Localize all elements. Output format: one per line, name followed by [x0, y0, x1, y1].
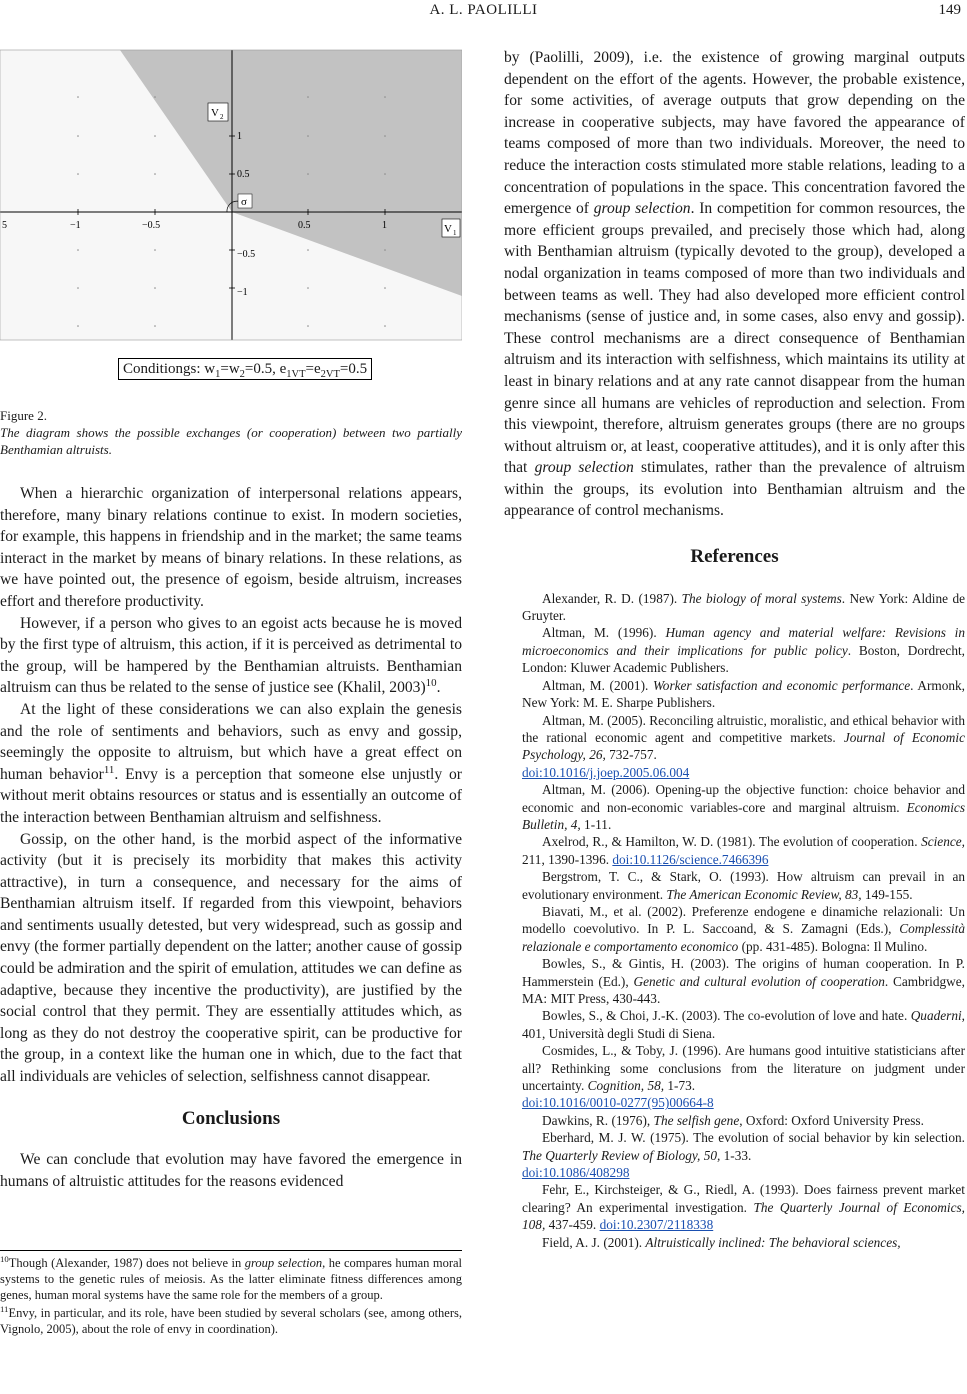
- reference-item: Bergstrom, T. C., & Stark, O. (1993). How altruism can prevail in an evolutionary environment. The American Economic Review, 83, 149-155.: [522, 869, 965, 902]
- footnotes: [0, 1255, 462, 1339]
- reference-item: Fehr, E., Kirchsteiger, & G., Riedl, A. (1993). Does fairness prevent market clearing? An experimental investigation. The Quarterly Journal of Economics, 108, 437-459. doi:10.2307/2118338: [522, 1182, 965, 1233]
- references-heading: References: [690, 546, 779, 568]
- x-tick-label: 5: [2, 220, 7, 231]
- footnote-10: $^{10}$Though (Alexander, 1987) does not believe in group selection, he compares human moral systems to the genetic rules of meiosis. As the latter eliminate fitness differences among genes, human moral systems have the same role for the members of a group.: [0, 1253, 463, 1302]
- doi-link[interactable]: doi:10.1016/j.joep.2005.06.004: [522, 764, 690, 780]
- x-tick-label: −1: [70, 220, 81, 231]
- reference-item: Biavati, M., et al. (2002). Preferenze endogene e dinamiche relazionali: Un modello coevolutivo. In P. L. Saccoand, & S. Zamagni (Eds.), Complessità relazionale e comportamento economico (pp. 431-485). Bologna: Il Mulino.: [522, 903, 965, 954]
- figure-caption: [0, 407, 462, 458]
- y-tick-label: −0.5: [237, 249, 256, 260]
- left-column: [0, 46, 462, 1192]
- reference-item: Altman, M. (2006). Opening-up the objective function: choice behavior and economic and non-economic variables-core and marginal altruism. Economics Bulletin, 4, 1-11.: [522, 782, 965, 832]
- svg-text:V: V: [211, 107, 219, 119]
- figure-2: [0, 46, 462, 382]
- x-tick-label: −0.5: [142, 220, 161, 231]
- reference-item: Eberhard, M. J. W. (1975). The evolution of social behavior by kin selection. The Quarterly Review of Biology, 50, 1-33. doi:10.1086/408298: [522, 1130, 965, 1181]
- body-paragraph: At the light of these considerations we can also explain the genesis and the role of sentiments and behaviors, such as envy and gossip, seemingly the opposite to altruism, but which have a great effect on human behavior$^{11}$. Envy is a perception that someone else unjustly or without merit obtains resources or status and is essentially an outcome of the interaction between Benthamian altruism and selfishness.: [0, 700, 462, 826]
- conclusions-heading: Conclusions: [181, 1107, 281, 1129]
- figure-caption-text: The diagram shows the possible exchanges (or cooperation) between two partially Benthamian altruists.: [0, 425, 462, 457]
- footnote-11: $^{11}$Envy, in particular, and its role, have been studied by several scholars (see, among others, Vignolo, 2005), about the role of envy in coordination).: [0, 1303, 462, 1336]
- x-tick-label: 0.5: [298, 220, 311, 231]
- reference-item: Field, A. J. (2001). Altruistically inclined: The behavioral sciences,: [542, 1234, 901, 1250]
- footnote-rule: [0, 1250, 462, 1251]
- reference-item: Altman, M. (2005). Reconciling altruistic, moralistic, and ethical behavior with the rational economic agent and competitive markets. Journal of Economic Psychology, 26, 732-757. doi:10.1016/j.joep.2005.06.004: [522, 712, 965, 780]
- body-paragraph: Gossip, on the other hand, is the morbid aspect of the informative activity (but it is precisely its morbidity that makes this activity attractive), in turn a consequence, and necessary for the aims of Benthamian altruism itself. If regarded from this viewpoint, behaviors and sentiments usually detested, but very widespread, such as gossip and envy (the former partially dependent on the latter; another cause of gossip could be admiration and the spirit of emulation, attitudes we can define as adaptive, because they incentive the productivity), are justified by the social control that they permit. They are essentially attitudes which, as long as they do not destroy the cooperative spirit, can be productive for the group, in a context like the human one in which, due to the fact that all individuals are vehicles of selection, selfishness cannot disappear.: [0, 830, 462, 1086]
- v1-axis-label: [442, 219, 460, 237]
- reference-item: Axelrod, R., & Hamilton, W. D. (1981). The evolution of cooperation. Science, 211, 1390-1396. doi:10.1126/science.7466396: [522, 834, 965, 867]
- body-paragraph: by (Paolilli, 2009), i.e. the existence of growing marginal outputs dependent on the effort of the agents. However, the probable existence, for some activities, of average outputs that grow depending on the increase in cooperative subjects, may have favored the appearance of teams composed of more than two individuals. Moreover, the need to reduce the interaction costs stimulated more stable relations, leading to a concentration of populations in the space. This concentration favored the emergence of group selection. In competition for common resources, the more efficient groups prevailed, and precisely those which had, along with Benthamian altruism (typically devoted to the group), developed a nodal organization in teams composed of more than two individuals and between teams as well. They had also developed more efficient control mechanisms (sense of justice and, in some cases, also envy and gossip). These control mechanisms are a direct consequence of Benthamian altruism and its interaction with selfishness, which maintains its utility at least in binary relations and at any rate cannot disappear from the human genre since all humans are vehicles of reproduction and selection. From this viewpoint, therefore, altruism generates groups (there are no groups without altruism or, at least, cooperative attitudes), and it is only after this that group selection stimulates, rather than the prevalence of altruism within the groups, its evolution into Benthamian altruism and the appearance of control mechanisms.: [504, 49, 966, 520]
- reference-item: Alexander, R. D. (1987). The biology of moral systems. New York: Aldine de Gruyter.: [522, 590, 965, 624]
- svg-text:1: 1: [453, 229, 457, 237]
- y-tick-label: −1: [237, 287, 248, 298]
- y-tick-label: 1: [237, 131, 242, 142]
- right-column: [504, 47, 965, 1251]
- body-paragraph: When a hierarchic organization of interpersonal relations appears, therefore, many binary relations continue to exist. In modern societies, for example, this happens in friendship and in the market; the same teams interact in the market by means of binary relations. In these relations, as we have pointed out, the presence of egoism, beside altruism, increases effort and therefore productivity.: [0, 485, 462, 610]
- body-paragraph: However, if a person who gives to an egoist acts because he is moved by the first type of altruism, this action, if it is perceived as detrimental to the group, will be hampered by the Benthamian altruists. Benthamian altruism can thus be related to the sense of justice see (Khalil, 2003)$^{10}$.: [0, 614, 462, 697]
- svg-text:2: 2: [220, 113, 224, 121]
- x-tick-label: 1: [382, 220, 387, 231]
- v2-axis-label: [208, 103, 228, 121]
- reference-item: Altman, M. (1996). Human agency and material welfare: Revisions in microeconomics and their implications for public policy. Boston, Dordrecht, London: Kluwer Academic Publishers.: [522, 625, 966, 676]
- doi-link[interactable]: doi:10.1126/science.7466396: [612, 851, 769, 867]
- running-header: A. L. PAOLILLI: [429, 2, 538, 18]
- conclusions-paragraph: We can conclude that evolution may have favored the emergence in humans of altruistic attitudes for the reasons evidenced: [0, 1151, 462, 1190]
- figure-label: Figure 2.: [0, 408, 47, 423]
- doi-link[interactable]: doi:10.1086/408298: [522, 1165, 630, 1181]
- reference-item: Cosmides, L., & Toby, J. (1996). Are humans good intuitive statisticians after all? Rethinking some conclusions from the literature on judgment under uncertainty. Cognition, 58, 1-73. doi:10.1016/0010-0277(95)00664-8: [522, 1043, 965, 1111]
- conditions-box: Conditiongs: $w_1=w_2=0.5$, $e_{1VT}=e_{2VT}=0.5$: [118, 358, 372, 380]
- figure-2-plot: [0, 46, 462, 382]
- reference-item: Bowles, S., & Choi, J.-K. (2003). The co-evolution of love and hate. Quaderni, 401, Università degli Studi di Siena.: [522, 1008, 965, 1041]
- y-tick-label: 0.5: [237, 169, 250, 180]
- reference-item: Altman, M. (2001). Worker satisfaction and economic performance. Armonk, New York: M. E. Sharpe Publishers.: [522, 677, 965, 711]
- reference-list: [504, 590, 965, 1251]
- reference-item: Dawkins, R. (1976), The selfish gene, Oxford: Oxford University Press.: [542, 1112, 924, 1128]
- svg-text:V: V: [444, 223, 452, 235]
- doi-link[interactable]: doi:10.1016/0010-0277(95)00664-8: [522, 1095, 714, 1111]
- reference-item: Bowles, S., & Gintis, H. (2003). The origins of human cooperation. In P. Hammerstein (Ed.), Genetic and cultural evolution of cooperation. Cambridgwe, MA: MIT Press, 430-443.: [522, 956, 965, 1006]
- sigma-label: σ: [241, 196, 247, 208]
- page-number: 149: [938, 2, 961, 18]
- doi-link[interactable]: doi:10.2307/2118338: [599, 1217, 714, 1233]
